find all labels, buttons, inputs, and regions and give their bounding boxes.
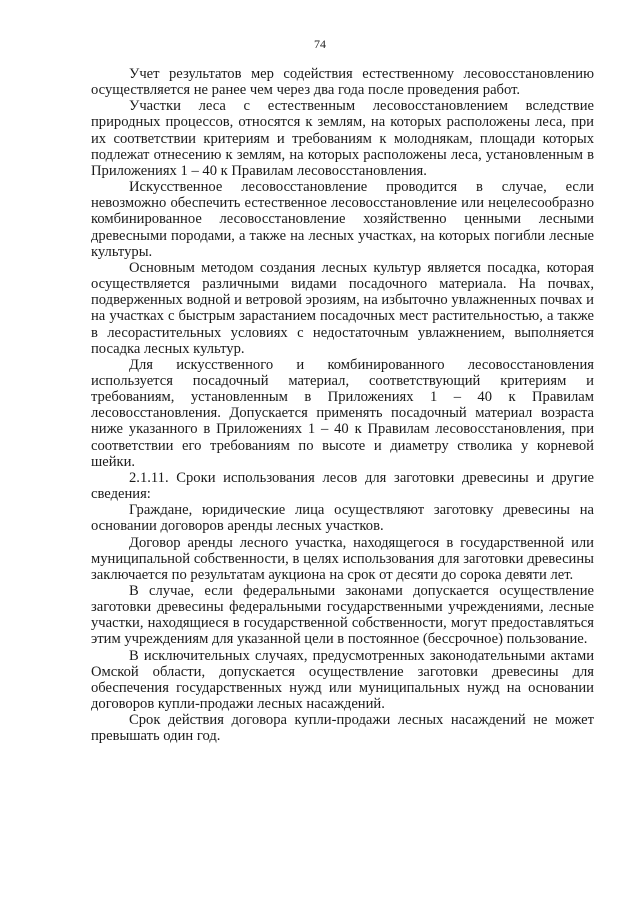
paragraph: Учет результатов мер содействия естественному лесовосстановлению осуществляется не ранее чем через два года после проведения работ. [91,66,594,99]
paragraph: Участки леса с естественным лесовосстановлением вследствие природных процессов, относятся к землям, на которых расположены леса, при их соответствии критериям и требованиям к молоднякам, площади которых подлежат отнесению к землям, на которых расположены леса, установленным в Приложениях 1 – 40 к Правилам лесовосстановления. [91,98,594,179]
paragraph: Основным методом создания лесных культур является посадка, которая осуществляется различными видами посадочного материала. На почвах, подверженных водной и ветровой эрозиям, на избыточно увлажненных почвах и на участках с быстрым зарастанием посадочных мест растительностью, а также в лесорастительных условиях с недостаточным увлажнением, выполняется посадка лесных культур. [91,259,594,357]
paragraph: Срок действия договора купли-продажи лесных насаждений не может превышать один год. [91,712,594,745]
paragraph: Граждане, юридические лица осуществляют заготовку древесины на основании договоров аренды лесных участков. [91,502,594,535]
paragraph: В исключительных случаях, предусмотренных законодательными актами Омской области, допускается осуществление заготовки древесины для обеспечения государственных нужд или муниципальных нужд на основании договоров купли-продажи лесных насаждений. [91,647,594,713]
document-body [91,66,594,745]
page-number: 74 [314,37,326,51]
paragraph: Для искусственного и комбинированного лесовосстановления используется посадочный материал, соответствующий критериям и требованиям, установленным в Приложениях 1 – 40 к Правилам лесовосстановления. Допускается применять посадочный материал возраста ниже указанного в Приложениях 1 – 40 к Правилам лесовосстановления, при соответствии его требованиям по высоте и диаметру стволика у корневой шейки. [91,356,594,470]
paragraph: Договор аренды лесного участка, находящегося в государственной или муниципальной собственности, в целях использования для заготовки древесины заключается по результатам аукциона на срок от десяти до сорока девяти лет. [91,534,594,583]
section-heading: 2.1.11. Сроки использования лесов для заготовки древесины и другие сведения: [91,469,594,503]
paragraph: Искусственное лесовосстановление проводится в случае, если невозможно обеспечить естественное лесовосстановление или нецелесообразно комбинированное лесовосстановление хозяйственно ценными лесными древесными породами, а также на лесных участках, на которых погибли лесные культуры. [91,179,594,260]
paragraph: В случае, если федеральными законами допускается осуществление заготовки древесины федеральными государственными учреждениями, лесные участки, находящиеся в государственной собственности, могут предоставляться этим учреждениям для указанной цели в постоянное (бессрочное) пользование. [91,583,594,648]
